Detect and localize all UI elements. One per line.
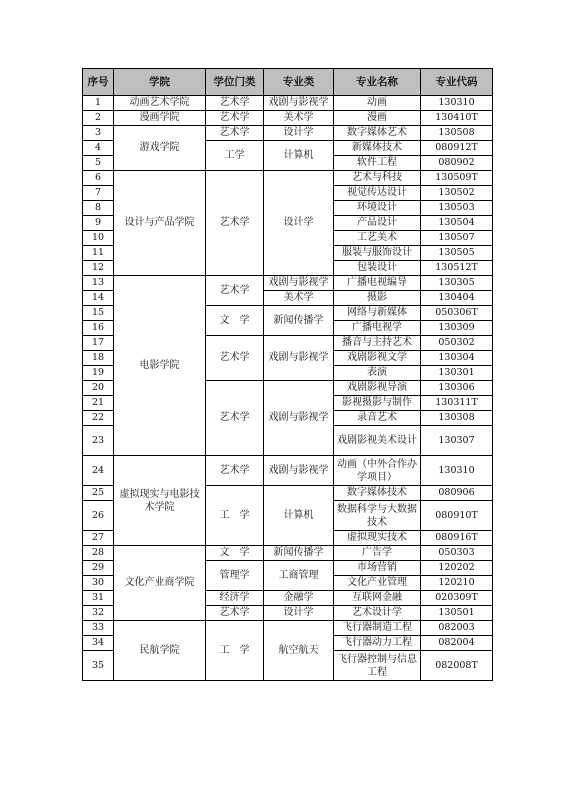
college-cell: 虚拟现实与电影技术学院 <box>114 456 206 546</box>
major-code-cell: 130508 <box>421 126 493 141</box>
row-index: 34 <box>83 636 114 651</box>
major-code-cell: 020309T <box>421 591 493 606</box>
major-name-cell: 飞行器制造工程 <box>334 621 421 636</box>
major-name-cell: 影视摄影与制作 <box>334 396 421 411</box>
table-row <box>83 111 493 126</box>
major-code-cell: 130507 <box>421 231 493 246</box>
row-index: 27 <box>83 531 114 546</box>
major-code-cell: 130504 <box>421 216 493 231</box>
major-name-cell: 数据科学与大数据技术 <box>334 501 421 531</box>
row-index: 24 <box>83 456 114 486</box>
header-college: 学院 <box>114 69 206 96</box>
major-name-cell: 广播电视编导 <box>334 276 421 291</box>
major-name-cell: 文化产业管理 <box>334 576 421 591</box>
major-code-cell: 130311T <box>421 396 493 411</box>
major-name-cell: 动画 <box>334 96 421 111</box>
major-code-cell: 080906 <box>421 486 493 501</box>
major-code-cell: 082003 <box>421 621 493 636</box>
major-name-cell: 动画（中外合作办学项目） <box>334 456 421 486</box>
major-code-cell: 130310 <box>421 456 493 486</box>
major-class-cell: 戏剧与影视学 <box>264 381 334 456</box>
majors-table <box>82 68 493 681</box>
major-code-cell: 130505 <box>421 246 493 261</box>
row-index: 25 <box>83 486 114 501</box>
row-index: 11 <box>83 246 114 261</box>
degree-category-cell: 工 学 <box>206 486 264 546</box>
table-row <box>83 621 493 636</box>
major-code-cell: 130404 <box>421 291 493 306</box>
table-row <box>83 456 493 486</box>
major-code-cell: 130309 <box>421 321 493 336</box>
row-index: 17 <box>83 336 114 351</box>
table-row <box>83 171 493 186</box>
degree-category-cell: 艺术学 <box>206 336 264 381</box>
row-index: 9 <box>83 216 114 231</box>
major-name-cell: 表演 <box>334 366 421 381</box>
major-code-cell: 130305 <box>421 276 493 291</box>
college-cell: 民航学院 <box>114 621 206 681</box>
degree-category-cell: 文 学 <box>206 546 264 561</box>
row-index: 10 <box>83 231 114 246</box>
degree-category-cell: 艺术学 <box>206 276 264 306</box>
major-name-cell: 市场营销 <box>334 561 421 576</box>
major-code-cell: 130301 <box>421 366 493 381</box>
row-index: 31 <box>83 591 114 606</box>
header-major-class: 专业类 <box>264 69 334 96</box>
major-class-cell: 航空航天 <box>264 621 334 681</box>
row-index: 16 <box>83 321 114 336</box>
major-name-cell: 视觉传达设计 <box>334 186 421 201</box>
row-index: 6 <box>83 171 114 186</box>
major-name-cell: 网络与新媒体 <box>334 306 421 321</box>
table-row <box>83 96 493 111</box>
major-name-cell: 播音与主持艺术 <box>334 336 421 351</box>
row-index: 5 <box>83 156 114 171</box>
row-index: 13 <box>83 276 114 291</box>
major-class-cell: 新闻传播学 <box>264 306 334 336</box>
major-name-cell: 戏剧影视导演 <box>334 381 421 396</box>
college-cell: 电影学院 <box>114 276 206 456</box>
major-class-cell: 设计学 <box>264 606 334 621</box>
header-index: 序号 <box>83 69 114 96</box>
major-code-cell: 130502 <box>421 186 493 201</box>
row-index: 33 <box>83 621 114 636</box>
major-class-cell: 戏剧与影视学 <box>264 456 334 486</box>
major-class-cell: 计算机 <box>264 141 334 171</box>
major-code-cell: 130310 <box>421 96 493 111</box>
degree-category-cell: 艺术学 <box>206 171 264 276</box>
major-name-cell: 戏剧影视美术设计 <box>334 426 421 456</box>
college-cell: 文化产业商学院 <box>114 546 206 621</box>
row-index: 19 <box>83 366 114 381</box>
major-name-cell: 环境设计 <box>334 201 421 216</box>
college-cell: 动画艺术学院 <box>114 96 206 111</box>
row-index: 2 <box>83 111 114 126</box>
college-cell: 设计与产品学院 <box>114 171 206 276</box>
major-name-cell: 艺术设计学 <box>334 606 421 621</box>
major-name-cell: 互联网金融 <box>334 591 421 606</box>
major-code-cell: 130501 <box>421 606 493 621</box>
row-index: 12 <box>83 261 114 276</box>
degree-category-cell: 艺术学 <box>206 96 264 111</box>
degree-category-cell: 管理学 <box>206 561 264 591</box>
row-index: 26 <box>83 501 114 531</box>
major-code-cell: 130512T <box>421 261 493 276</box>
major-code-cell: 080902 <box>421 156 493 171</box>
major-name-cell: 飞行器控制与信息工程 <box>334 651 421 681</box>
major-name-cell: 漫画 <box>334 111 421 126</box>
degree-category-cell: 工学 <box>206 141 264 171</box>
college-cell: 漫画学院 <box>114 111 206 126</box>
major-class-cell: 金融学 <box>264 591 334 606</box>
major-class-cell: 戏剧与影视学 <box>264 276 334 291</box>
row-index: 3 <box>83 126 114 141</box>
degree-category-cell: 艺术学 <box>206 456 264 486</box>
table-row <box>83 126 493 141</box>
major-class-cell: 设计学 <box>264 171 334 276</box>
major-class-cell: 戏剧与影视学 <box>264 336 334 381</box>
major-name-cell: 软件工程 <box>334 156 421 171</box>
major-code-cell: 082008T <box>421 651 493 681</box>
major-code-cell: 080912T <box>421 141 493 156</box>
row-index: 8 <box>83 201 114 216</box>
row-index: 7 <box>83 186 114 201</box>
row-index: 18 <box>83 351 114 366</box>
degree-category-cell: 工 学 <box>206 621 264 681</box>
major-code-cell: 130304 <box>421 351 493 366</box>
degree-category-cell: 艺术学 <box>206 126 264 141</box>
major-code-cell: 080916T <box>421 531 493 546</box>
major-class-cell: 戏剧与影视学 <box>264 96 334 111</box>
major-name-cell: 虚拟现实技术 <box>334 531 421 546</box>
major-code-cell: 050303 <box>421 546 493 561</box>
row-index: 30 <box>83 576 114 591</box>
major-class-cell: 美术学 <box>264 111 334 126</box>
row-index: 29 <box>83 561 114 576</box>
major-code-cell: 082004 <box>421 636 493 651</box>
major-name-cell: 摄影 <box>334 291 421 306</box>
row-index: 28 <box>83 546 114 561</box>
major-name-cell: 包装设计 <box>334 261 421 276</box>
major-name-cell: 戏剧影视文学 <box>334 351 421 366</box>
degree-category-cell: 艺术学 <box>206 606 264 621</box>
row-index: 21 <box>83 396 114 411</box>
row-index: 35 <box>83 651 114 681</box>
major-name-cell: 数字媒体技术 <box>334 486 421 501</box>
table-row <box>83 276 493 291</box>
major-name-cell: 广播电视学 <box>334 321 421 336</box>
row-index: 15 <box>83 306 114 321</box>
header-major-name: 专业名称 <box>334 69 421 96</box>
table-row <box>83 546 493 561</box>
row-index: 1 <box>83 96 114 111</box>
major-class-cell: 工商管理 <box>264 561 334 591</box>
major-code-cell: 130308 <box>421 411 493 426</box>
row-index: 32 <box>83 606 114 621</box>
header-degree-category: 学位门类 <box>206 69 264 96</box>
header-major-code: 专业代码 <box>421 69 493 96</box>
major-class-cell: 美术学 <box>264 291 334 306</box>
major-code-cell: 130509T <box>421 171 493 186</box>
degree-category-cell: 经济学 <box>206 591 264 606</box>
row-index: 14 <box>83 291 114 306</box>
major-code-cell: 080910T <box>421 501 493 531</box>
major-name-cell: 数字媒体艺术 <box>334 126 421 141</box>
major-class-cell: 设计学 <box>264 126 334 141</box>
row-index: 22 <box>83 411 114 426</box>
degree-category-cell: 文 学 <box>206 306 264 336</box>
major-code-cell: 130410T <box>421 111 493 126</box>
major-code-cell: 050302 <box>421 336 493 351</box>
major-name-cell: 新媒体技术 <box>334 141 421 156</box>
row-index: 23 <box>83 426 114 456</box>
major-code-cell: 130306 <box>421 381 493 396</box>
degree-category-cell: 艺术学 <box>206 381 264 456</box>
major-name-cell: 艺术与科技 <box>334 171 421 186</box>
row-index: 20 <box>83 381 114 396</box>
major-code-cell: 120202 <box>421 561 493 576</box>
major-name-cell: 工艺美术 <box>334 231 421 246</box>
major-class-cell: 新闻传播学 <box>264 546 334 561</box>
major-name-cell: 飞行器动力工程 <box>334 636 421 651</box>
major-name-cell: 录音艺术 <box>334 411 421 426</box>
major-code-cell: 130307 <box>421 426 493 456</box>
major-code-cell: 130503 <box>421 201 493 216</box>
row-index: 4 <box>83 141 114 156</box>
major-name-cell: 产品设计 <box>334 216 421 231</box>
major-code-cell: 120210 <box>421 576 493 591</box>
major-class-cell: 计算机 <box>264 486 334 546</box>
major-name-cell: 广告学 <box>334 546 421 561</box>
header-row <box>83 69 493 96</box>
major-code-cell: 050306T <box>421 306 493 321</box>
college-cell: 游戏学院 <box>114 126 206 171</box>
major-name-cell: 服装与服饰设计 <box>334 246 421 261</box>
degree-category-cell: 艺术学 <box>206 111 264 126</box>
